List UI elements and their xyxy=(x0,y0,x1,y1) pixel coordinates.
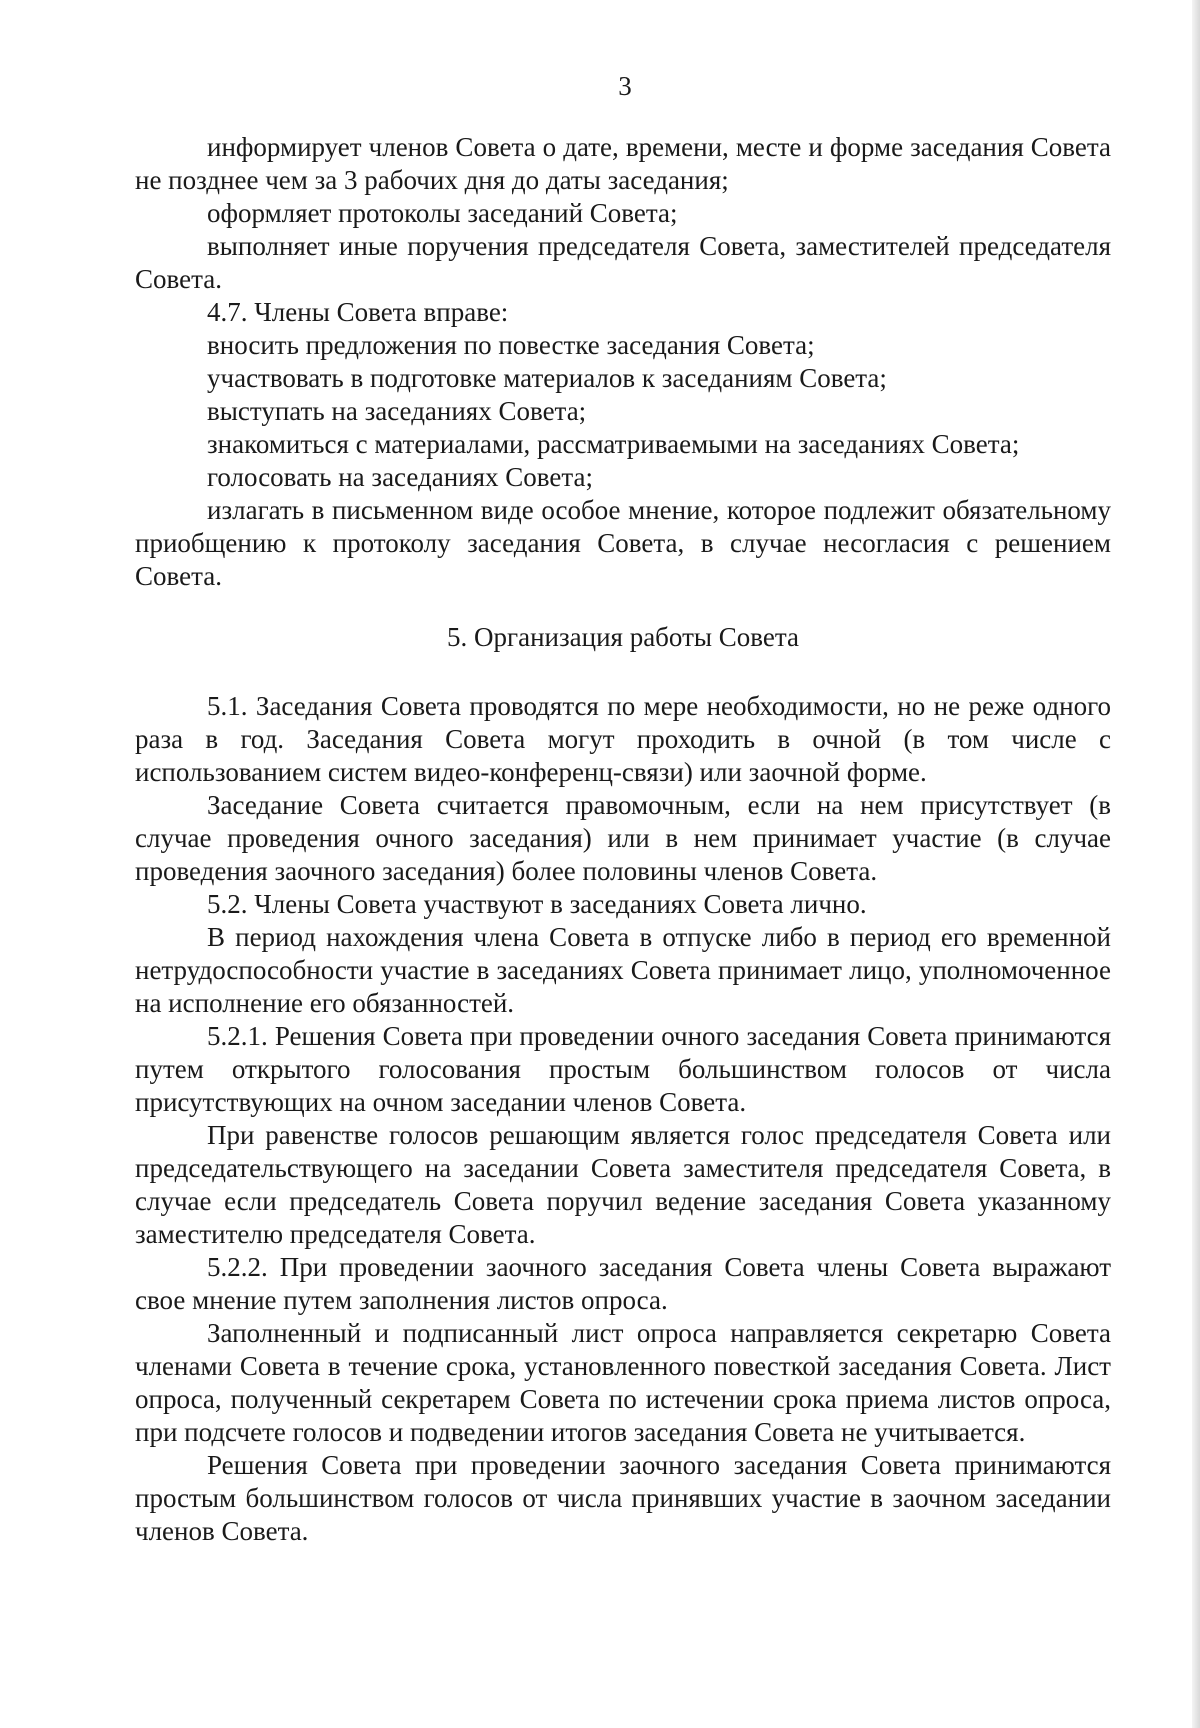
paragraph-5-1: 5.1. Заседания Совета проводятся по мере необходимости, но не реже одного раза в год. Заседания Совета могут проходить в очной (в том числе с использованием систем видео-конференц-связи) или заочной форме. xyxy=(135,691,1111,787)
paragraph-5-2: 5.2. Члены Совета участвуют в заседаниях Совета лично. xyxy=(207,889,867,919)
paragraph-other-duties: выполняет иные поручения председателя Совета, заместителей председателя Совета. xyxy=(135,231,1111,294)
paragraph-prepare-minutes: оформляет протоколы заседаний Совета; xyxy=(207,198,678,228)
paragraph-quorum: Заседание Совета считается правомочным, если на нем присутствует (в случае проведения очного заседания) или в нем принимает участие (в случае проведения заочного заседания) более половины членов Совета. xyxy=(135,790,1111,886)
paragraph-speak-at-meetings: выступать на заседаниях Совета; xyxy=(207,396,587,426)
paragraph-absentee-decisions: Решения Совета при проведении заочного заседания Совета принимаются простым большинством голосов от числа принявших участие в заочном заседании членов Совета. xyxy=(135,1450,1111,1546)
page-number: 3 xyxy=(618,71,632,101)
section-heading: 5. Организация работы Совета xyxy=(447,622,799,652)
paragraph-inform-members: информирует членов Совета о дате, времени, месте и форме заседания Совета не позднее чем за 3 рабочих дня до даты заседания; xyxy=(135,132,1111,195)
scan-edge xyxy=(1192,0,1200,1728)
paragraph-review-materials: знакомиться с материалами, рассматриваемыми на заседаниях Совета; xyxy=(207,429,1020,459)
document-body xyxy=(135,131,1111,1548)
paragraph-vote: голосовать на заседаниях Совета; xyxy=(207,462,593,492)
paragraph-5-2-2: 5.2.2. При проведении заочного заседания Совета члены Совета выражают свое мнение путем заполнения листов опроса. xyxy=(135,1252,1111,1315)
paragraph-5-2-1: 5.2.1. Решения Совета при проведении очного заседания Совета принимаются путем открытого голосования простым большинством голосов от числа присутствующих на очном заседании членов Совета. xyxy=(135,1021,1111,1117)
paragraph-dissenting-opinion: излагать в письменном виде особое мнение, которое подлежит обязательному приобщению к протоколу заседания Совета, в случае несогласия с решением Совета. xyxy=(135,495,1111,591)
paragraph-substitute: В период нахождения члена Совета в отпуске либо в период его временной нетрудоспособности участие в заседаниях Совета принимает лицо, уполномоченное на исполнение его обязанностей. xyxy=(135,922,1111,1018)
paragraph-prepare-materials: участвовать в подготовке материалов к заседаниям Совета; xyxy=(207,363,887,393)
paragraph-tie-vote: При равенстве голосов решающим является голос председателя Совета или председательствующего на заседании Совета заместителя председателя Совета, в случае если председатель Совета поручил ведение заседания Совета указанному заместителю председателя Совета. xyxy=(135,1120,1111,1249)
paragraph-submit-proposals: вносить предложения по повестке заседания Совета; xyxy=(207,330,815,360)
paragraph-4-7: 4.7. Члены Совета вправе: xyxy=(207,297,509,327)
paragraph-survey-sheet: Заполненный и подписанный лист опроса направляется секретарю Совета членами Совета в течение срока, установленного повесткой заседания Совета. Лист опроса, полученный секретарем Совета по истечении срока приема листов опроса, при подсчете голосов и подведении итогов заседания Совета не учитывается. xyxy=(135,1318,1111,1447)
